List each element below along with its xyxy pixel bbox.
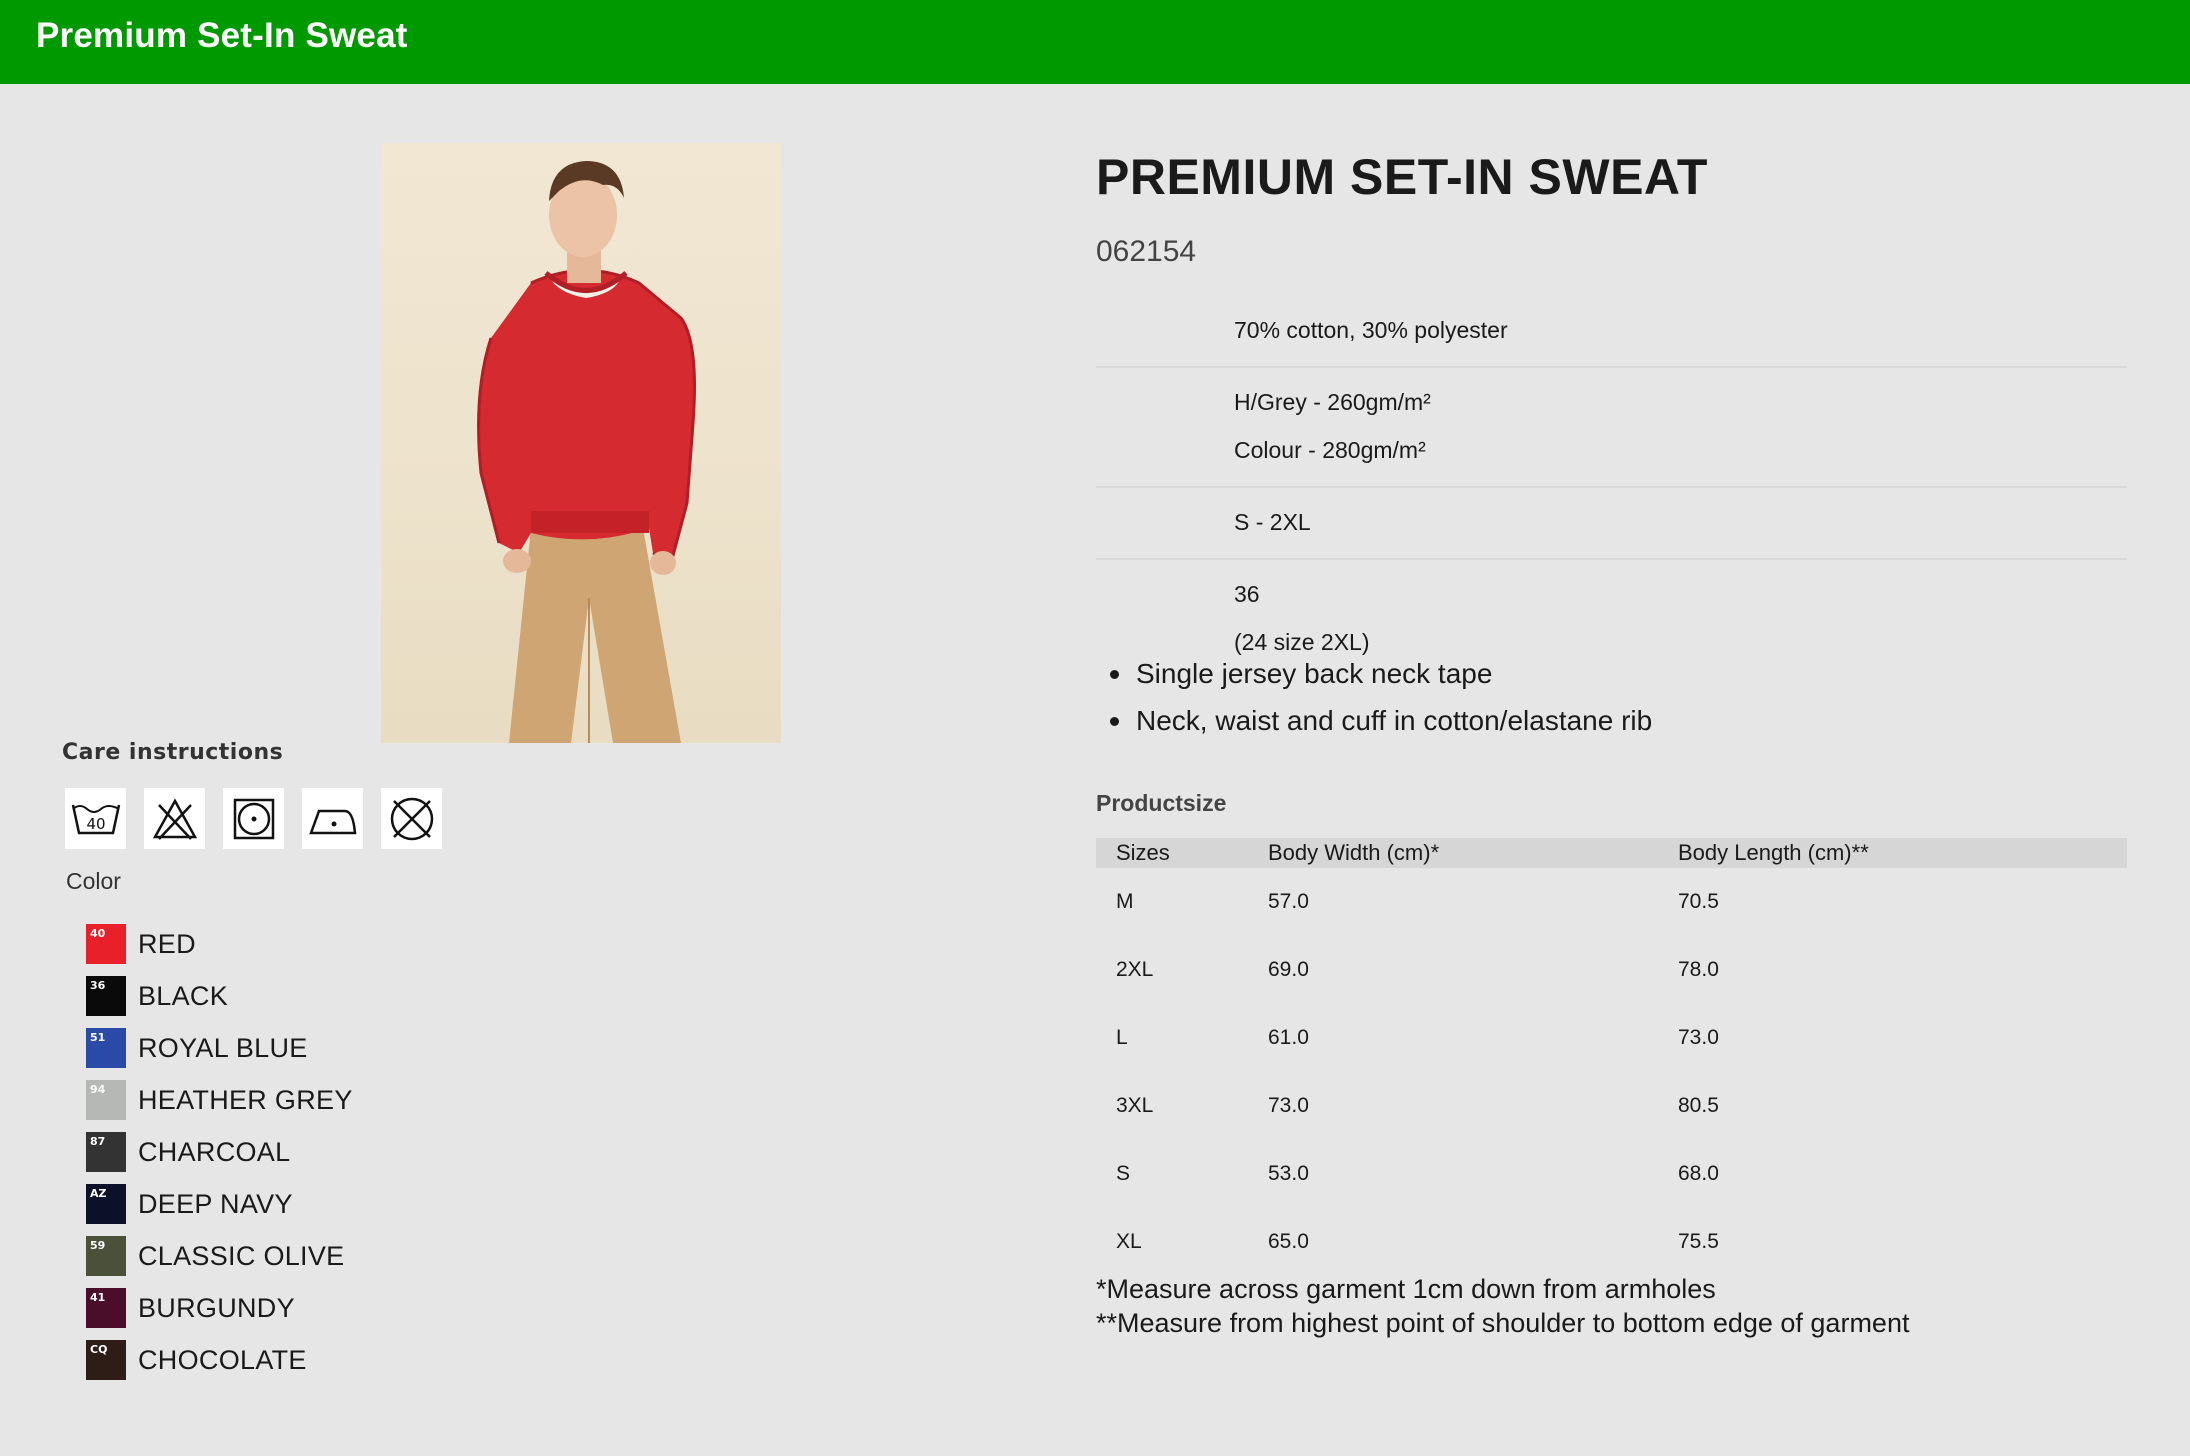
spec-line: 70% cotton, 30% polyester <box>1234 317 1508 343</box>
length-cell: 80.5 <box>1678 1094 1719 1117</box>
color-swatch[interactable]: AZ <box>86 1184 126 1224</box>
note-width: *Measure across garment 1cm down from armholes <box>1096 1274 1716 1304</box>
feature-item: Single jersey back neck tape <box>1110 650 1652 697</box>
iron-low-icon <box>302 788 363 849</box>
spec-composition <box>1096 296 2127 368</box>
productsize-heading: Productsize <box>1096 790 1227 816</box>
size-cell: S <box>1116 1162 1131 1185</box>
care-icons <box>65 788 442 849</box>
width-cell: 65.0 <box>1268 1230 1309 1253</box>
table-row <box>1096 1140 2127 1208</box>
width-cell: 73.0 <box>1268 1094 1309 1117</box>
color-swatch[interactable]: 36 <box>86 976 126 1016</box>
color-option-classic-olive[interactable] <box>86 1230 353 1282</box>
size-cell: L <box>1116 1026 1128 1049</box>
table-row <box>1096 1072 2127 1140</box>
table-row <box>1096 1208 2127 1276</box>
care-instructions-heading: Care instructions <box>62 740 284 765</box>
color-option-heather-grey[interactable] <box>86 1074 353 1126</box>
feature-list <box>1110 650 1652 744</box>
model-illustration <box>381 143 781 743</box>
color-option-chocolate[interactable] <box>86 1334 353 1386</box>
size-cell: 3XL <box>1116 1094 1154 1117</box>
table-header-row <box>1096 838 2127 868</box>
color-name: DEEP NAVY <box>138 1188 293 1219</box>
color-swatch[interactable]: 59 <box>86 1236 126 1276</box>
color-swatch[interactable]: 40 <box>86 924 126 964</box>
color-name: BLACK <box>138 980 229 1011</box>
product-code: 062154 <box>1096 235 1197 268</box>
size-cell: M <box>1116 890 1134 913</box>
spec-line: 36 <box>1234 581 1260 607</box>
spec-sizes <box>1096 488 2127 560</box>
table-row <box>1096 936 2127 1004</box>
color-name: ROYAL BLUE <box>138 1032 308 1063</box>
header-bar <box>0 0 2190 84</box>
column-header-sizes: Sizes <box>1096 838 1268 868</box>
length-cell: 78.0 <box>1678 958 1719 981</box>
color-option-deep-navy[interactable] <box>86 1178 353 1230</box>
size-cell: XL <box>1116 1230 1142 1253</box>
tumble-dry-icon <box>223 788 284 849</box>
size-table <box>1096 838 2127 1276</box>
spec-weight <box>1096 368 2127 488</box>
svg-text:40: 40 <box>85 814 106 833</box>
color-name: BURGUNDY <box>138 1292 295 1323</box>
measurement-notes <box>1096 1272 1909 1340</box>
width-cell: 61.0 <box>1268 1026 1309 1049</box>
size-cell: 2XL <box>1116 958 1154 981</box>
color-name: HEATHER GREY <box>138 1084 353 1115</box>
length-cell: 75.5 <box>1678 1230 1719 1253</box>
table-row <box>1096 868 2127 936</box>
wash-40-icon <box>65 788 126 849</box>
width-cell: 69.0 <box>1268 958 1309 981</box>
product-title: PREMIUM SET-IN SWEAT <box>1096 149 1708 205</box>
column-header-body-width: Body Width (cm)* <box>1268 838 1678 868</box>
table-row <box>1096 1004 2127 1072</box>
spec-list <box>1096 296 2127 678</box>
note-length: **Measure from highest point of shoulder to bottom edge of garment <box>1096 1308 1910 1338</box>
color-name: CLASSIC OLIVE <box>138 1240 345 1271</box>
color-option-charcoal[interactable] <box>86 1126 353 1178</box>
color-list <box>86 918 353 1386</box>
spec-line: H/Grey - 260gm/m² <box>1234 389 1431 415</box>
color-swatch[interactable]: 87 <box>86 1132 126 1172</box>
product-image <box>381 143 781 743</box>
spec-line: S - 2XL <box>1234 509 1311 535</box>
feature-item: Neck, waist and cuff in cotton/elastane rib <box>1110 697 1652 744</box>
no-bleach-icon <box>144 788 205 849</box>
width-cell: 53.0 <box>1268 1162 1309 1185</box>
color-swatch[interactable]: 51 <box>86 1028 126 1068</box>
column-header-body-length: Body Length (cm)** <box>1678 838 2127 868</box>
length-cell: 73.0 <box>1678 1026 1719 1049</box>
length-cell: 70.5 <box>1678 890 1719 913</box>
color-swatch[interactable]: 41 <box>86 1288 126 1328</box>
color-option-burgundy[interactable] <box>86 1282 353 1334</box>
color-name: CHOCOLATE <box>138 1344 307 1375</box>
spec-line: Colour - 280gm/m² <box>1234 437 1426 463</box>
color-swatch[interactable]: 94 <box>86 1080 126 1120</box>
color-option-royal-blue[interactable] <box>86 1022 353 1074</box>
page-title: Premium Set-In Sweat <box>36 16 408 55</box>
width-cell: 57.0 <box>1268 890 1309 913</box>
no-dry-clean-icon <box>381 788 442 849</box>
color-option-red[interactable] <box>86 918 353 970</box>
spec-line: (24 size 2XL) <box>1234 629 1370 655</box>
color-heading: Color <box>66 868 121 894</box>
color-name: RED <box>138 928 196 959</box>
color-name: CHARCOAL <box>138 1136 291 1167</box>
length-cell: 68.0 <box>1678 1162 1719 1185</box>
color-swatch[interactable]: CQ <box>86 1340 126 1380</box>
color-option-black[interactable] <box>86 970 353 1022</box>
